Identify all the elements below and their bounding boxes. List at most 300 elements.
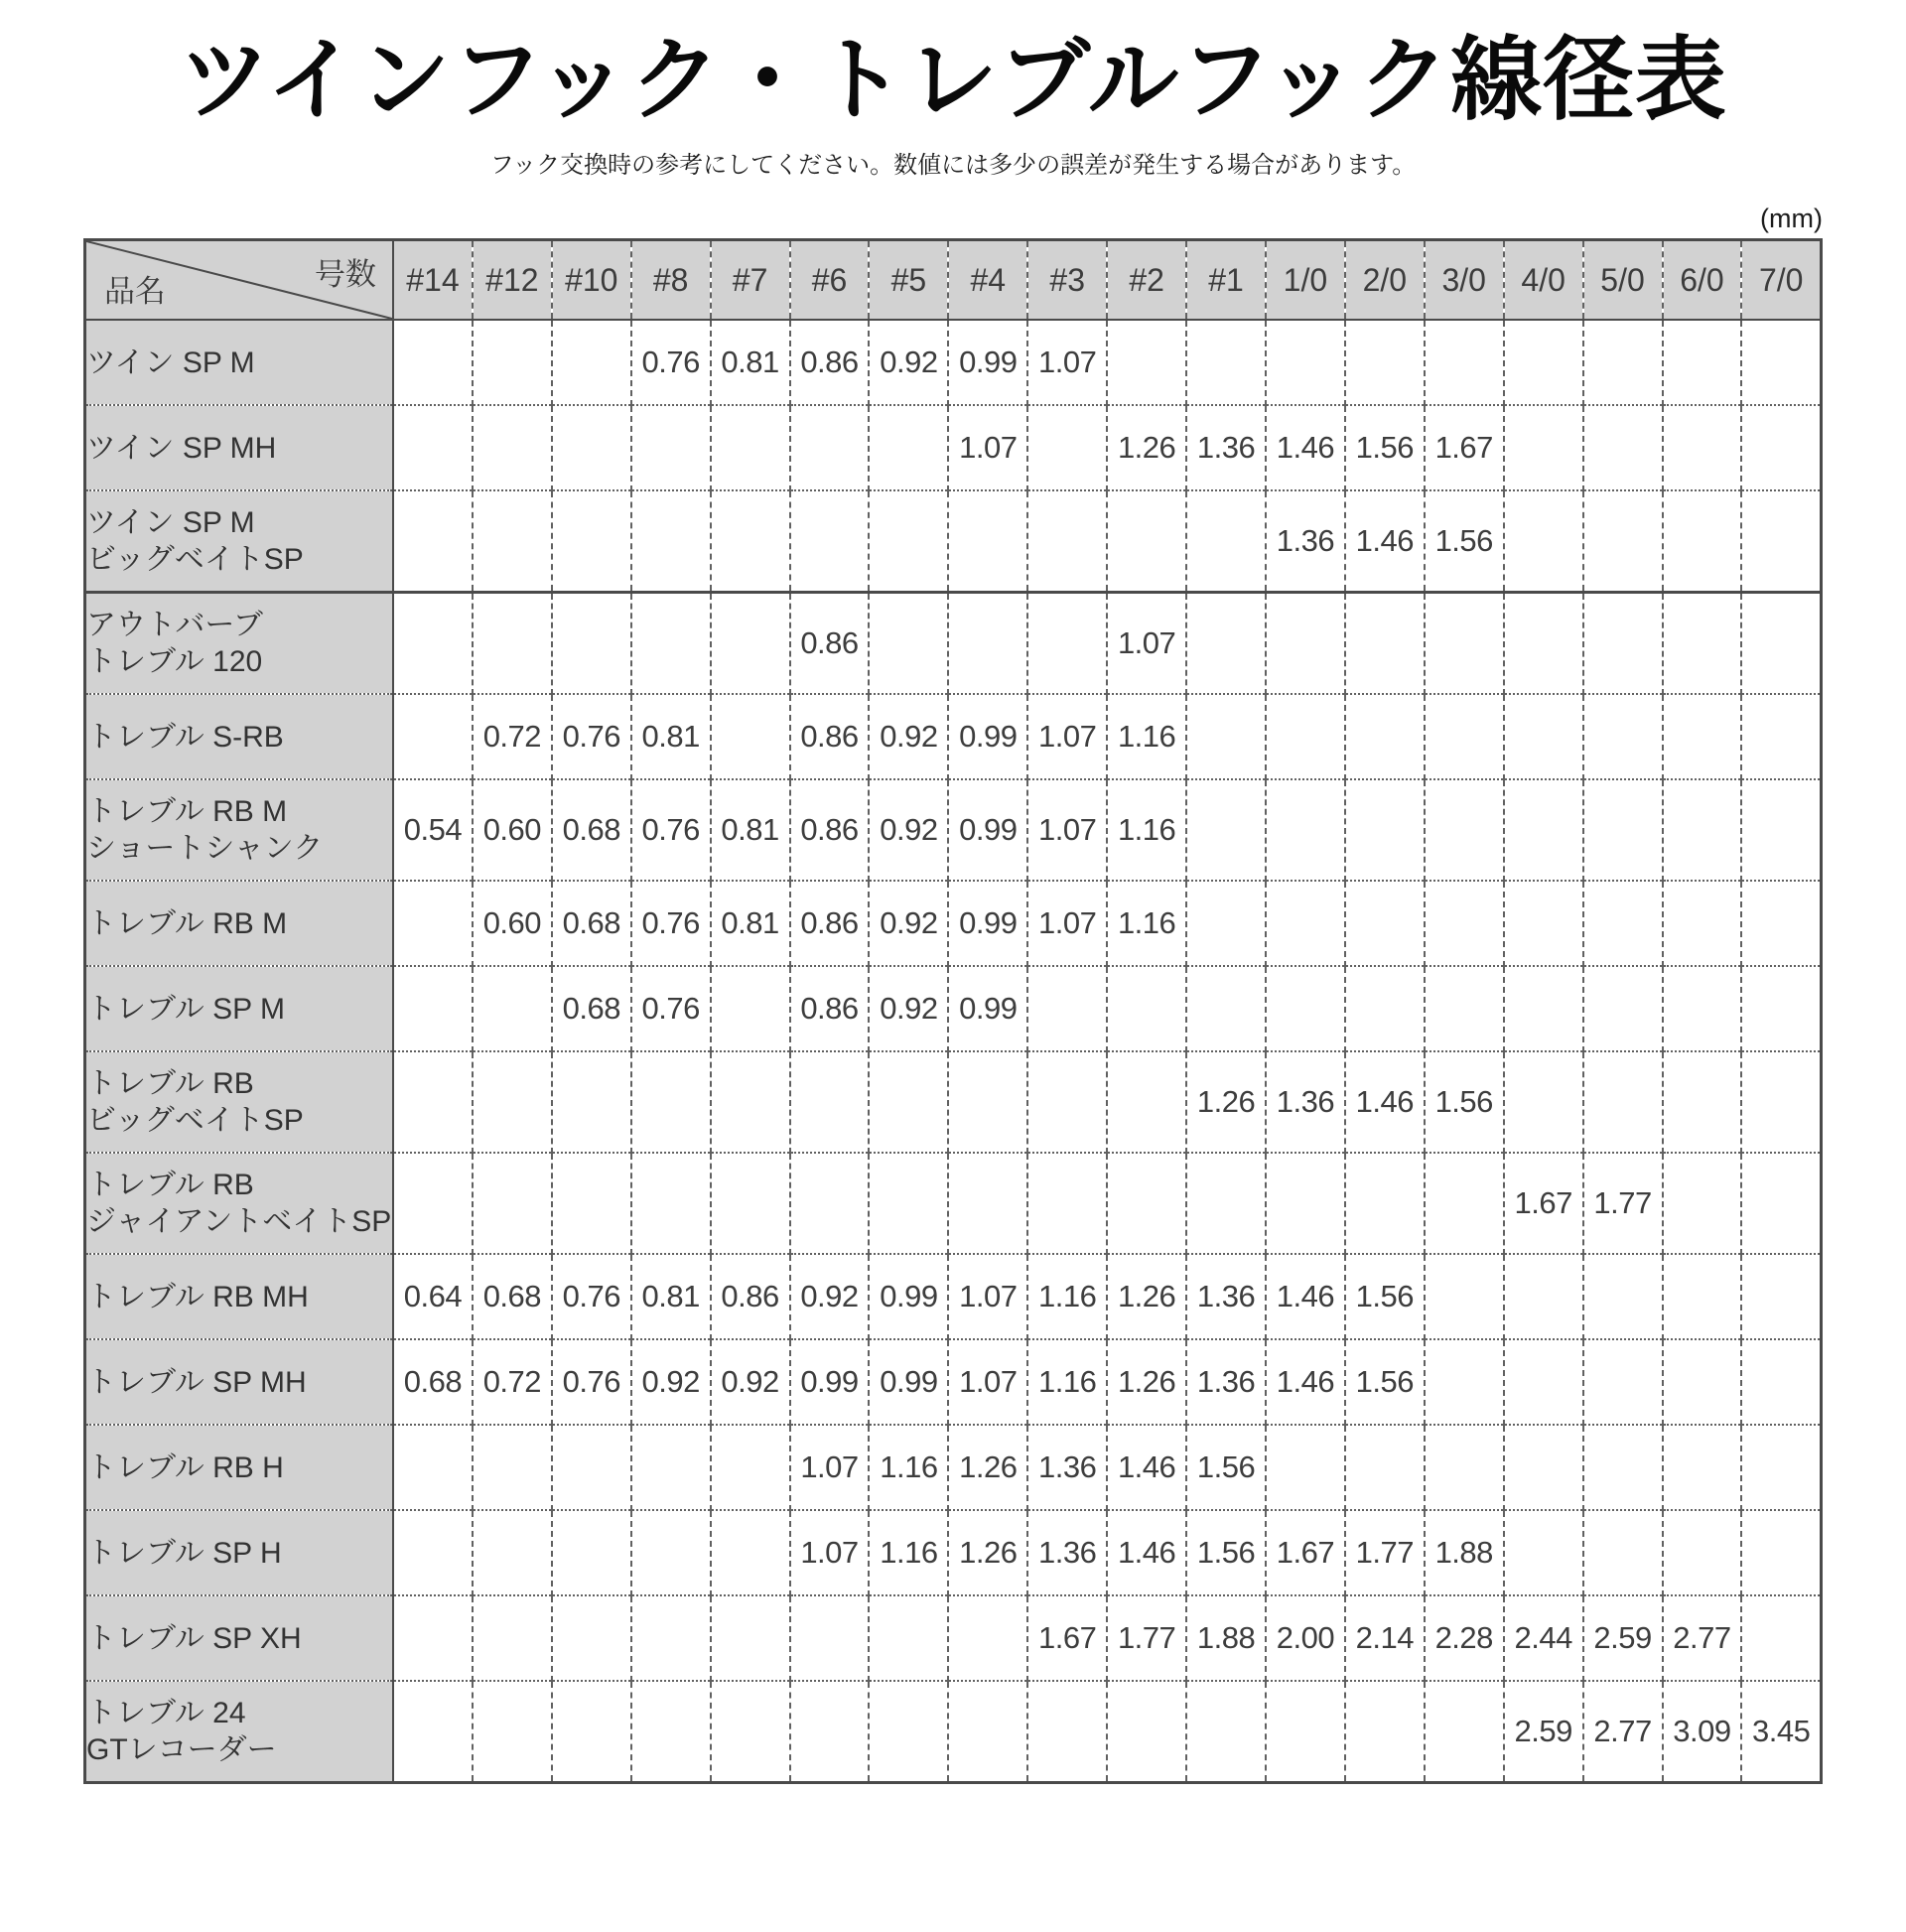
- diameter-value-cell: 0.92: [711, 1339, 790, 1425]
- diameter-value-cell: [711, 405, 790, 490]
- diameter-value-cell: [1583, 881, 1663, 966]
- diameter-value-cell: 0.92: [869, 694, 948, 779]
- diameter-value-cell: 0.60: [473, 881, 552, 966]
- diameter-value-cell: [1027, 593, 1107, 695]
- diameter-value-cell: [1741, 1510, 1821, 1595]
- diameter-value-cell: [1027, 405, 1107, 490]
- corner-header-cell: [85, 240, 394, 321]
- diameter-value-cell: 0.54: [393, 779, 473, 881]
- product-name-cell: [85, 405, 394, 490]
- diameter-value-cell: [1266, 881, 1345, 966]
- diameter-value-cell: [948, 1595, 1027, 1681]
- diameter-value-cell: [1266, 694, 1345, 779]
- diameter-value-cell: [393, 694, 473, 779]
- diameter-value-cell: [1583, 1051, 1663, 1153]
- diameter-value-cell: [1504, 966, 1583, 1051]
- diameter-value-cell: 2.14: [1345, 1595, 1425, 1681]
- diameter-value-cell: [631, 593, 711, 695]
- diameter-value-cell: 1.56: [1345, 1339, 1425, 1425]
- diameter-value-cell: [948, 1051, 1027, 1153]
- diameter-value-cell: 1.88: [1186, 1595, 1266, 1681]
- diameter-value-cell: 1.77: [1345, 1510, 1425, 1595]
- diameter-value-cell: [393, 881, 473, 966]
- diameter-value-cell: 1.56: [1345, 1254, 1425, 1339]
- diameter-value-cell: [1583, 593, 1663, 695]
- diameter-value-cell: [552, 320, 631, 405]
- column-header: 5/0: [1583, 240, 1663, 321]
- unit-label: (mm): [1760, 204, 1823, 234]
- diameter-value-cell: [473, 1051, 552, 1153]
- diameter-value-cell: [473, 593, 552, 695]
- column-header: 2/0: [1345, 240, 1425, 321]
- product-name-line: トレブル RB MH: [86, 1280, 309, 1313]
- diameter-value-cell: [552, 593, 631, 695]
- diameter-value-cell: [393, 320, 473, 405]
- diameter-value-cell: 1.26: [1107, 1254, 1186, 1339]
- diameter-value-cell: 0.86: [790, 320, 870, 405]
- diameter-value-cell: [1107, 1153, 1186, 1254]
- diameter-value-cell: [1186, 490, 1266, 593]
- product-name-cell: [85, 490, 394, 593]
- diameter-value-cell: [631, 1510, 711, 1595]
- diameter-value-cell: [473, 1510, 552, 1595]
- diameter-value-cell: 0.76: [631, 881, 711, 966]
- diameter-value-cell: [1583, 966, 1663, 1051]
- diameter-value-cell: 1.26: [948, 1425, 1027, 1510]
- diameter-value-cell: [1504, 779, 1583, 881]
- diameter-value-cell: [790, 1153, 870, 1254]
- table-row: [85, 490, 1822, 593]
- diameter-value-cell: [552, 490, 631, 593]
- diameter-value-cell: [1186, 1681, 1266, 1783]
- diameter-value-cell: 0.92: [869, 966, 948, 1051]
- diameter-value-cell: 1.07: [1027, 694, 1107, 779]
- diameter-value-cell: [1663, 405, 1742, 490]
- diameter-value-cell: [1186, 320, 1266, 405]
- diameter-value-cell: [711, 1681, 790, 1783]
- product-name-line: ツイン SP M: [86, 345, 255, 379]
- diameter-value-cell: [631, 1595, 711, 1681]
- diameter-value-cell: [1425, 694, 1504, 779]
- diameter-value-cell: [711, 1510, 790, 1595]
- diameter-value-cell: [1186, 881, 1266, 966]
- product-name-line: トレブル 120: [86, 645, 263, 679]
- diameter-value-cell: 0.92: [631, 1339, 711, 1425]
- diameter-value-cell: 1.07: [948, 1339, 1027, 1425]
- diameter-value-cell: 2.77: [1583, 1681, 1663, 1783]
- diameter-value-cell: 0.68: [473, 1254, 552, 1339]
- diameter-value-cell: 0.76: [631, 779, 711, 881]
- diameter-value-cell: [1663, 966, 1742, 1051]
- diameter-value-cell: 3.45: [1741, 1681, 1821, 1783]
- product-name-line: トレブル SP MH: [86, 1365, 307, 1399]
- product-name-cell: [85, 1595, 394, 1681]
- diameter-value-cell: [790, 490, 870, 593]
- product-name-cell: [85, 779, 394, 881]
- product-name-line: トレブル S-RB: [86, 720, 284, 754]
- diameter-value-cell: 0.81: [631, 1254, 711, 1339]
- diameter-value-cell: [1027, 1153, 1107, 1254]
- product-name-line: トレブル RB M: [86, 795, 288, 829]
- diameter-value-cell: [1504, 405, 1583, 490]
- diameter-value-cell: [1107, 1681, 1186, 1783]
- diameter-value-cell: 1.26: [1107, 1339, 1186, 1425]
- diameter-value-cell: 0.99: [790, 1339, 870, 1425]
- diameter-value-cell: 1.77: [1107, 1595, 1186, 1681]
- diameter-value-cell: 0.81: [711, 320, 790, 405]
- diameter-value-cell: [1345, 1153, 1425, 1254]
- diameter-value-cell: [869, 405, 948, 490]
- table-row: [85, 1254, 1822, 1339]
- diameter-value-cell: [473, 1595, 552, 1681]
- diameter-value-cell: 1.46: [1266, 405, 1345, 490]
- diameter-value-cell: [552, 1681, 631, 1783]
- diameter-value-cell: [1741, 1051, 1821, 1153]
- diameter-value-cell: 0.68: [552, 966, 631, 1051]
- column-header: 3/0: [1425, 240, 1504, 321]
- diameter-value-cell: [473, 320, 552, 405]
- diameter-value-cell: [1345, 1425, 1425, 1510]
- diameter-value-cell: 1.36: [1186, 1339, 1266, 1425]
- diameter-value-cell: [869, 1051, 948, 1153]
- diameter-value-cell: [1583, 320, 1663, 405]
- product-name-cell: [85, 1153, 394, 1254]
- column-header: #4: [948, 240, 1027, 321]
- diameter-value-cell: [1107, 490, 1186, 593]
- diameter-value-cell: [1583, 1339, 1663, 1425]
- diameter-value-cell: 1.36: [1266, 490, 1345, 593]
- diameter-value-cell: [1741, 881, 1821, 966]
- diameter-value-cell: [631, 1681, 711, 1783]
- column-header: 1/0: [1266, 240, 1345, 321]
- table-row: [85, 1339, 1822, 1425]
- diameter-value-cell: [711, 1425, 790, 1510]
- diameter-value-cell: [552, 1425, 631, 1510]
- diameter-value-cell: [393, 1595, 473, 1681]
- diameter-value-cell: 0.92: [869, 881, 948, 966]
- diameter-value-cell: 0.76: [552, 1339, 631, 1425]
- diameter-value-cell: 1.07: [1027, 779, 1107, 881]
- column-header: #3: [1027, 240, 1107, 321]
- diameter-value-cell: 1.26: [1107, 405, 1186, 490]
- diameter-value-cell: [711, 1595, 790, 1681]
- table-row: [85, 1425, 1822, 1510]
- product-name-cell: [85, 966, 394, 1051]
- diameter-value-cell: [1266, 593, 1345, 695]
- diameter-value-cell: [631, 1051, 711, 1153]
- diameter-value-cell: 2.00: [1266, 1595, 1345, 1681]
- diameter-value-cell: 1.07: [948, 1254, 1027, 1339]
- diameter-value-cell: 0.99: [948, 881, 1027, 966]
- diameter-value-cell: [1741, 694, 1821, 779]
- hook-diameter-table: [83, 238, 1823, 1784]
- diameter-value-cell: [473, 1153, 552, 1254]
- diameter-value-cell: [393, 1153, 473, 1254]
- diameter-value-cell: [393, 966, 473, 1051]
- diameter-value-cell: [1741, 320, 1821, 405]
- diameter-value-cell: [1741, 490, 1821, 593]
- diameter-value-cell: [1663, 320, 1742, 405]
- diameter-value-cell: 0.60: [473, 779, 552, 881]
- diameter-value-cell: 1.46: [1266, 1339, 1345, 1425]
- diameter-value-cell: [1504, 881, 1583, 966]
- product-name-line: トレブル RB: [86, 1067, 254, 1101]
- product-name-cell: [85, 1681, 394, 1783]
- diameter-value-cell: 1.67: [1027, 1595, 1107, 1681]
- diameter-value-cell: 2.59: [1504, 1681, 1583, 1783]
- diameter-value-cell: 1.36: [1266, 1051, 1345, 1153]
- product-name-line: トレブル RB: [86, 1169, 254, 1202]
- diameter-value-cell: [1186, 694, 1266, 779]
- diameter-value-cell: [1741, 1595, 1821, 1681]
- diameter-value-cell: 0.86: [790, 966, 870, 1051]
- table-row: [85, 405, 1822, 490]
- diameter-value-cell: [1266, 1681, 1345, 1783]
- table-row: [85, 1595, 1822, 1681]
- diameter-value-cell: [1741, 1339, 1821, 1425]
- diameter-value-cell: [473, 1425, 552, 1510]
- product-name-line: トレブル RB H: [86, 1450, 284, 1484]
- diameter-value-cell: 0.76: [631, 320, 711, 405]
- product-name-line: ショートシャンク: [86, 832, 324, 866]
- diameter-value-cell: [1583, 1510, 1663, 1595]
- diameter-value-cell: [711, 694, 790, 779]
- diameter-value-cell: [790, 1051, 870, 1153]
- diameter-value-cell: [1266, 966, 1345, 1051]
- diameter-value-cell: [1504, 1510, 1583, 1595]
- diameter-value-cell: [1741, 1254, 1821, 1339]
- diameter-value-cell: [1345, 779, 1425, 881]
- diameter-value-cell: [711, 1051, 790, 1153]
- diameter-value-cell: [1107, 1051, 1186, 1153]
- diameter-value-cell: [1663, 694, 1742, 779]
- diameter-value-cell: [473, 490, 552, 593]
- diameter-value-cell: [1266, 1153, 1345, 1254]
- diameter-value-cell: 0.99: [869, 1254, 948, 1339]
- diameter-value-cell: [1425, 881, 1504, 966]
- table-row: [85, 1153, 1822, 1254]
- diameter-value-cell: 1.16: [1107, 694, 1186, 779]
- diameter-value-cell: [1425, 593, 1504, 695]
- diameter-value-cell: [1266, 779, 1345, 881]
- diameter-value-cell: 1.77: [1583, 1153, 1663, 1254]
- diameter-value-cell: [1425, 1339, 1504, 1425]
- diameter-value-cell: [1186, 593, 1266, 695]
- diameter-value-cell: 1.56: [1186, 1425, 1266, 1510]
- diameter-value-cell: 1.26: [1186, 1051, 1266, 1153]
- table-row: [85, 694, 1822, 779]
- diameter-value-cell: 0.64: [393, 1254, 473, 1339]
- diameter-value-cell: 2.77: [1663, 1595, 1742, 1681]
- column-header: #14: [393, 240, 473, 321]
- product-name-line: ツイン SP M: [86, 506, 255, 540]
- diameter-value-cell: 0.92: [790, 1254, 870, 1339]
- table-row: [85, 593, 1822, 695]
- diameter-value-cell: [711, 966, 790, 1051]
- diameter-value-cell: [1504, 1051, 1583, 1153]
- diameter-value-cell: [1425, 1153, 1504, 1254]
- diameter-value-cell: [1425, 1254, 1504, 1339]
- table-row: [85, 1510, 1822, 1595]
- diameter-value-cell: 1.07: [1107, 593, 1186, 695]
- diameter-value-cell: [1186, 966, 1266, 1051]
- diameter-value-cell: [1107, 966, 1186, 1051]
- diameter-value-cell: 1.07: [1027, 881, 1107, 966]
- product-name-cell: [85, 1254, 394, 1339]
- diameter-value-cell: [1345, 593, 1425, 695]
- product-name-line: トレブル SP M: [86, 992, 285, 1026]
- diameter-value-cell: 0.86: [790, 694, 870, 779]
- diameter-value-cell: [1027, 490, 1107, 593]
- column-header: #2: [1107, 240, 1186, 321]
- product-name-cell: [85, 1510, 394, 1595]
- column-header: 6/0: [1663, 240, 1742, 321]
- table-body: [85, 320, 1822, 1783]
- diameter-value-cell: 0.76: [552, 1254, 631, 1339]
- diameter-value-cell: [1583, 1254, 1663, 1339]
- product-name-line: トレブル 24: [86, 1697, 246, 1730]
- diameter-value-cell: 0.99: [869, 1339, 948, 1425]
- column-header: #1: [1186, 240, 1266, 321]
- page: [0, 26, 1906, 1932]
- diameter-value-cell: [1583, 1425, 1663, 1510]
- diameter-value-cell: [711, 593, 790, 695]
- diameter-value-cell: [631, 1153, 711, 1254]
- product-name-line: アウトバーブ: [86, 609, 263, 642]
- diameter-value-cell: 1.88: [1425, 1510, 1504, 1595]
- table-row: [85, 966, 1822, 1051]
- diameter-value-cell: [1663, 1425, 1742, 1510]
- diameter-value-cell: 1.36: [1027, 1425, 1107, 1510]
- diameter-value-cell: [1345, 694, 1425, 779]
- diameter-value-cell: [1345, 1681, 1425, 1783]
- diameter-value-cell: 0.81: [711, 881, 790, 966]
- diameter-value-cell: 1.07: [948, 405, 1027, 490]
- diameter-value-cell: 0.72: [473, 1339, 552, 1425]
- diameter-value-cell: 0.81: [711, 779, 790, 881]
- diameter-value-cell: [1027, 1051, 1107, 1153]
- product-name-cell: [85, 881, 394, 966]
- diameter-value-cell: 1.56: [1425, 490, 1504, 593]
- diameter-value-cell: 1.46: [1266, 1254, 1345, 1339]
- diameter-value-cell: 1.46: [1345, 1051, 1425, 1153]
- diameter-value-cell: 0.72: [473, 694, 552, 779]
- diameter-value-cell: 1.26: [948, 1510, 1027, 1595]
- diameter-value-cell: [1027, 1681, 1107, 1783]
- diameter-value-cell: [790, 1595, 870, 1681]
- diameter-value-cell: [1107, 320, 1186, 405]
- diameter-value-cell: [1027, 966, 1107, 1051]
- column-header: #7: [711, 240, 790, 321]
- diameter-value-cell: [1504, 1425, 1583, 1510]
- diameter-value-cell: [869, 593, 948, 695]
- diameter-value-cell: [1345, 881, 1425, 966]
- diameter-value-cell: 1.56: [1186, 1510, 1266, 1595]
- diameter-value-cell: 0.99: [948, 966, 1027, 1051]
- product-name-cell: [85, 1339, 394, 1425]
- diameter-value-cell: 0.68: [393, 1339, 473, 1425]
- table-row: [85, 320, 1822, 405]
- diameter-value-cell: [948, 593, 1027, 695]
- product-name-line: ジャイアントベイトSP: [86, 1205, 392, 1239]
- product-name-line: トレブル SP XH: [86, 1621, 302, 1655]
- diameter-value-cell: [1583, 694, 1663, 779]
- diameter-value-cell: [1663, 1254, 1742, 1339]
- diameter-value-cell: [869, 1153, 948, 1254]
- diameter-value-cell: [1425, 966, 1504, 1051]
- header-row: [85, 240, 1822, 321]
- diameter-value-cell: 1.16: [869, 1510, 948, 1595]
- diameter-value-cell: [1663, 779, 1742, 881]
- diameter-value-cell: 0.81: [631, 694, 711, 779]
- diameter-value-cell: 1.56: [1425, 1051, 1504, 1153]
- diameter-value-cell: [869, 1595, 948, 1681]
- diameter-value-cell: [1186, 779, 1266, 881]
- corner-label-product: 品名: [104, 274, 166, 310]
- diameter-value-cell: 0.92: [869, 320, 948, 405]
- table-row: [85, 881, 1822, 966]
- diameter-value-cell: [1345, 966, 1425, 1051]
- diameter-value-cell: [473, 966, 552, 1051]
- product-name-cell: [85, 1425, 394, 1510]
- diameter-value-cell: [790, 405, 870, 490]
- diameter-value-cell: [1583, 490, 1663, 593]
- diameter-value-cell: [393, 405, 473, 490]
- diameter-value-cell: [393, 1425, 473, 1510]
- diameter-value-cell: [1583, 405, 1663, 490]
- diameter-value-cell: [1345, 320, 1425, 405]
- table-row: [85, 1681, 1822, 1783]
- column-header: 4/0: [1504, 240, 1583, 321]
- diameter-value-cell: [552, 405, 631, 490]
- diameter-value-cell: [948, 1153, 1027, 1254]
- diameter-value-cell: [1266, 320, 1345, 405]
- diameter-value-cell: [1425, 1681, 1504, 1783]
- diameter-value-cell: [869, 490, 948, 593]
- diameter-value-cell: 1.46: [1107, 1510, 1186, 1595]
- diameter-value-cell: 0.99: [948, 779, 1027, 881]
- diameter-value-cell: 0.76: [552, 694, 631, 779]
- diameter-value-cell: 1.46: [1107, 1425, 1186, 1510]
- diameter-value-cell: [552, 1051, 631, 1153]
- diameter-value-cell: [631, 1425, 711, 1510]
- diameter-value-cell: 2.44: [1504, 1595, 1583, 1681]
- diameter-value-cell: [711, 1153, 790, 1254]
- diameter-value-cell: 0.86: [790, 881, 870, 966]
- diameter-value-cell: 1.07: [1027, 320, 1107, 405]
- diameter-value-cell: [1504, 1254, 1583, 1339]
- diameter-value-cell: 1.46: [1345, 490, 1425, 593]
- diameter-value-cell: [1741, 1425, 1821, 1510]
- diameter-value-cell: [1663, 881, 1742, 966]
- diameter-value-cell: 0.68: [552, 779, 631, 881]
- diameter-value-cell: [1186, 1153, 1266, 1254]
- diameter-value-cell: [948, 490, 1027, 593]
- product-name-line: ビッグベイトSP: [86, 543, 304, 577]
- product-name-line: GTレコーダー: [86, 1733, 277, 1767]
- diameter-value-cell: 0.76: [631, 966, 711, 1051]
- diameter-value-cell: [1663, 593, 1742, 695]
- column-header: #5: [869, 240, 948, 321]
- diameter-value-cell: [1741, 1153, 1821, 1254]
- diameter-value-cell: 2.28: [1425, 1595, 1504, 1681]
- diameter-value-cell: 0.86: [790, 593, 870, 695]
- diameter-value-cell: [1425, 320, 1504, 405]
- diameter-value-cell: [711, 490, 790, 593]
- diameter-value-cell: 1.16: [1107, 881, 1186, 966]
- diameter-value-cell: [1504, 694, 1583, 779]
- diameter-value-cell: 1.16: [1027, 1254, 1107, 1339]
